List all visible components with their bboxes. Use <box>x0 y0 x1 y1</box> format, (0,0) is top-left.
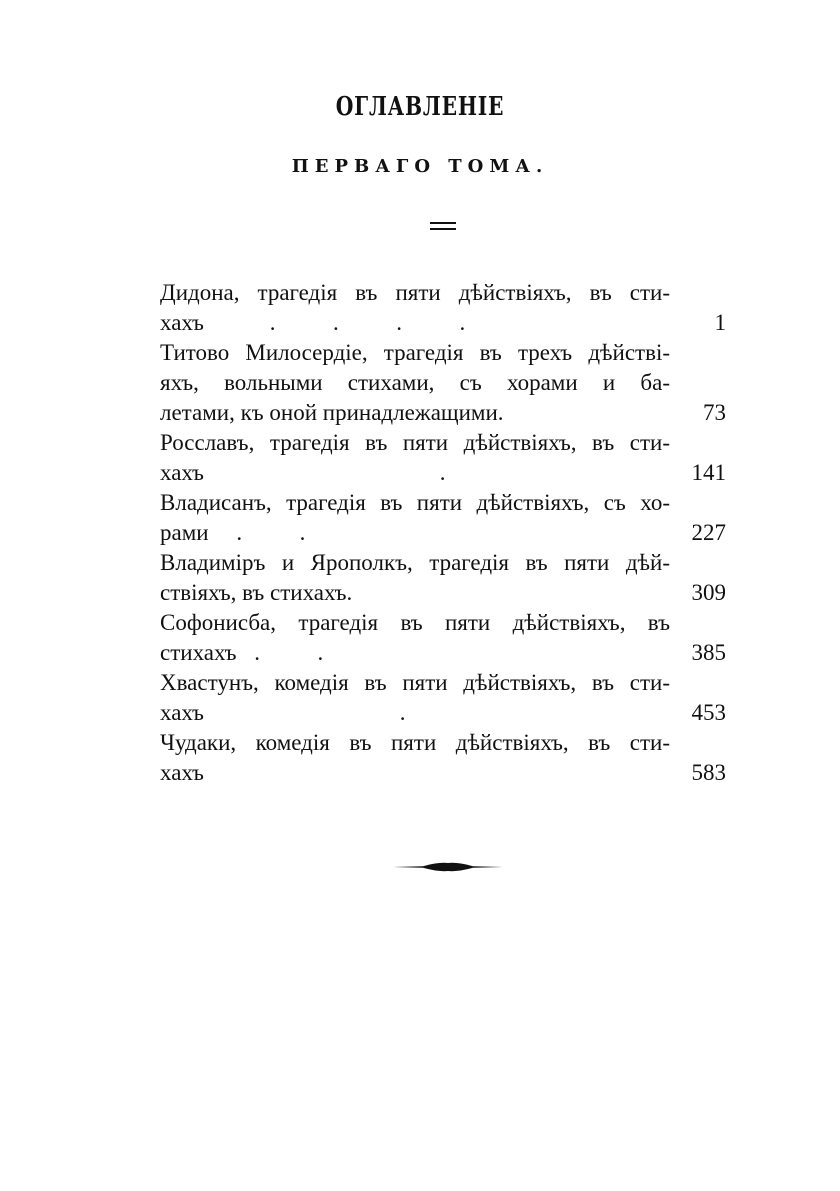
toc-entry-line <box>160 518 670 548</box>
toc-entry-line-text: ствіяхъ, въ стихахъ. <box>160 580 353 605</box>
toc-entry-line-text: хахъ <box>160 700 204 725</box>
toc-entry-line <box>160 578 670 608</box>
toc-entry-line: Владисанъ, трагедія въ пяти дѣйствіяхъ, съ хо- <box>160 490 670 515</box>
tailpiece-ornament <box>393 860 503 874</box>
page-title: ОГЛАВЛЕНІЕ <box>335 92 505 122</box>
toc-entry-line <box>160 398 670 428</box>
dot-leader: . . <box>236 520 306 545</box>
toc-entry-line <box>160 458 670 488</box>
toc-entry-line <box>160 698 670 728</box>
toc-entry-line-text: хахъ <box>160 760 204 785</box>
toc-entry-line-text: хахъ <box>160 460 204 485</box>
page-number: 1 <box>714 310 726 335</box>
toc-entry <box>160 728 726 788</box>
page-number: 73 <box>703 400 726 425</box>
toc-entry <box>160 548 726 608</box>
page-number: 453 <box>691 700 726 725</box>
toc-entry <box>160 488 726 548</box>
table-of-contents <box>160 278 726 788</box>
dot-leader: . . <box>254 640 324 665</box>
page-number: 583 <box>691 760 726 785</box>
toc-entry-line-text: летами, къ оной принадлежащими. <box>160 400 504 425</box>
page-number: 309 <box>691 580 726 605</box>
toc-entry-line: Дидона, трагедія въ пяти дѣйствіяхъ, въ сти- <box>160 280 670 305</box>
dot-leader: . . . . <box>269 310 466 335</box>
dot-leader: . <box>399 700 406 725</box>
page-number: 385 <box>691 640 726 665</box>
toc-entry <box>160 428 726 488</box>
toc-entry <box>160 338 726 428</box>
toc-entry-line: Софонисба, трагедія въ пяти дѣйствіяхъ, въ <box>160 610 670 635</box>
toc-entry-line: Титово Милосердіе, трагедія въ трехъ дѣйстві- <box>160 340 670 365</box>
dot-leader: . <box>439 460 446 485</box>
toc-entry-line <box>160 758 670 788</box>
double-rule-divider <box>430 222 456 230</box>
toc-entry-line <box>160 638 670 668</box>
toc-entry-line <box>160 308 670 338</box>
page-number: 227 <box>691 520 726 545</box>
toc-entry-line: Владиміръ и Ярополкъ, трагедія въ пяти дѣй- <box>160 550 670 575</box>
toc-entry-line-text: стихахъ <box>160 640 237 665</box>
page-number: 141 <box>691 460 726 485</box>
toc-entry-line: Чудаки, комедія въ пяти дѣйствіяхъ, въ сти- <box>160 730 670 755</box>
toc-entry <box>160 278 726 338</box>
toc-entry <box>160 668 726 728</box>
toc-entry-line-text: хахъ <box>160 310 204 335</box>
toc-entry-line: яхъ, вольными стихами, съ хорами и ба- <box>160 370 670 395</box>
toc-entry-line-text: рами <box>160 520 209 545</box>
toc-entry-line: Хвастунъ, комедія въ пяти дѣйствіяхъ, въ сти- <box>160 670 670 695</box>
page-subtitle: ПЕРВАГО ТОМА. <box>291 156 549 177</box>
toc-entry-line: Росславъ, трагедія въ пяти дѣйствіяхъ, въ сти- <box>160 430 670 455</box>
toc-entry <box>160 608 726 668</box>
